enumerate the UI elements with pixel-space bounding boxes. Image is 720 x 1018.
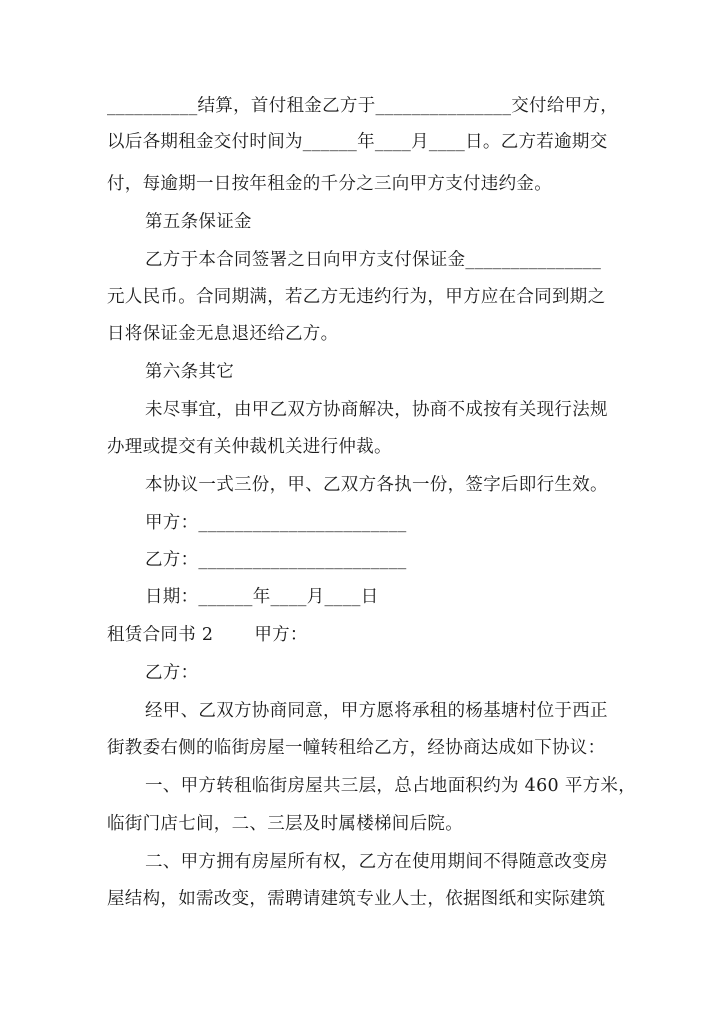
text-line: 一、甲方转租临街房屋共三层，总占地面积约为 460 平方米， [145, 776, 637, 796]
text-line: 办理或提交有关仲裁机关进行仲裁。 [107, 437, 392, 457]
text-line: 屋结构，如需改变，需聘请建筑专业人士，依据图纸和实际建筑 [107, 889, 606, 909]
text-line: 付，每逾期一日按年租金的千分之三向甲方支付违约金。 [107, 174, 552, 194]
text-line: 乙方： [145, 663, 199, 683]
text-line: 街教委右侧的临街房屋一幢转租给乙方，经协商达成如下协议： [107, 738, 606, 758]
text-line: __________结算，首付租金乙方于_______________交付给甲方， [107, 96, 619, 116]
text-line: 经甲、乙双方协商同意，甲方愿将承租的杨基塘村位于西正 [145, 701, 608, 721]
text-line: 日将保证金无息退还给乙方。 [107, 324, 339, 344]
text-line: 乙方于本合同签署之日向甲方支付保证金_______________ [145, 250, 602, 270]
text-line: 本协议一式三份，甲、乙双方各执一份，签字后即行生效。 [145, 475, 608, 495]
party-b-signature-line: 乙方：_______________________ [145, 550, 407, 570]
contract-title-line: 租赁合同书 2 甲方： [107, 625, 308, 645]
date-line: 日期：______年____月____日 [145, 587, 379, 607]
text-line: 临街门店七间，二、三层及时属楼梯间后院。 [107, 814, 463, 834]
text-line: 元人民币。合同期满，若乙方无违约行为，甲方应在合同到期之 [107, 287, 606, 307]
text-line: 未尽事宜，由甲乙双方协商解决，协商不成按有关现行法规 [145, 400, 608, 420]
text-line: 以后各期租金交付时间为______年____月____日。乙方若逾期交 [107, 132, 608, 152]
section-heading: 第五条保证金 [145, 212, 252, 232]
section-heading: 第六条其它 [145, 362, 234, 382]
party-a-signature-line: 甲方：_______________________ [145, 513, 407, 533]
text-line: 二、甲方拥有房屋所有权，乙方在使用期间不得随意改变房 [145, 852, 608, 872]
